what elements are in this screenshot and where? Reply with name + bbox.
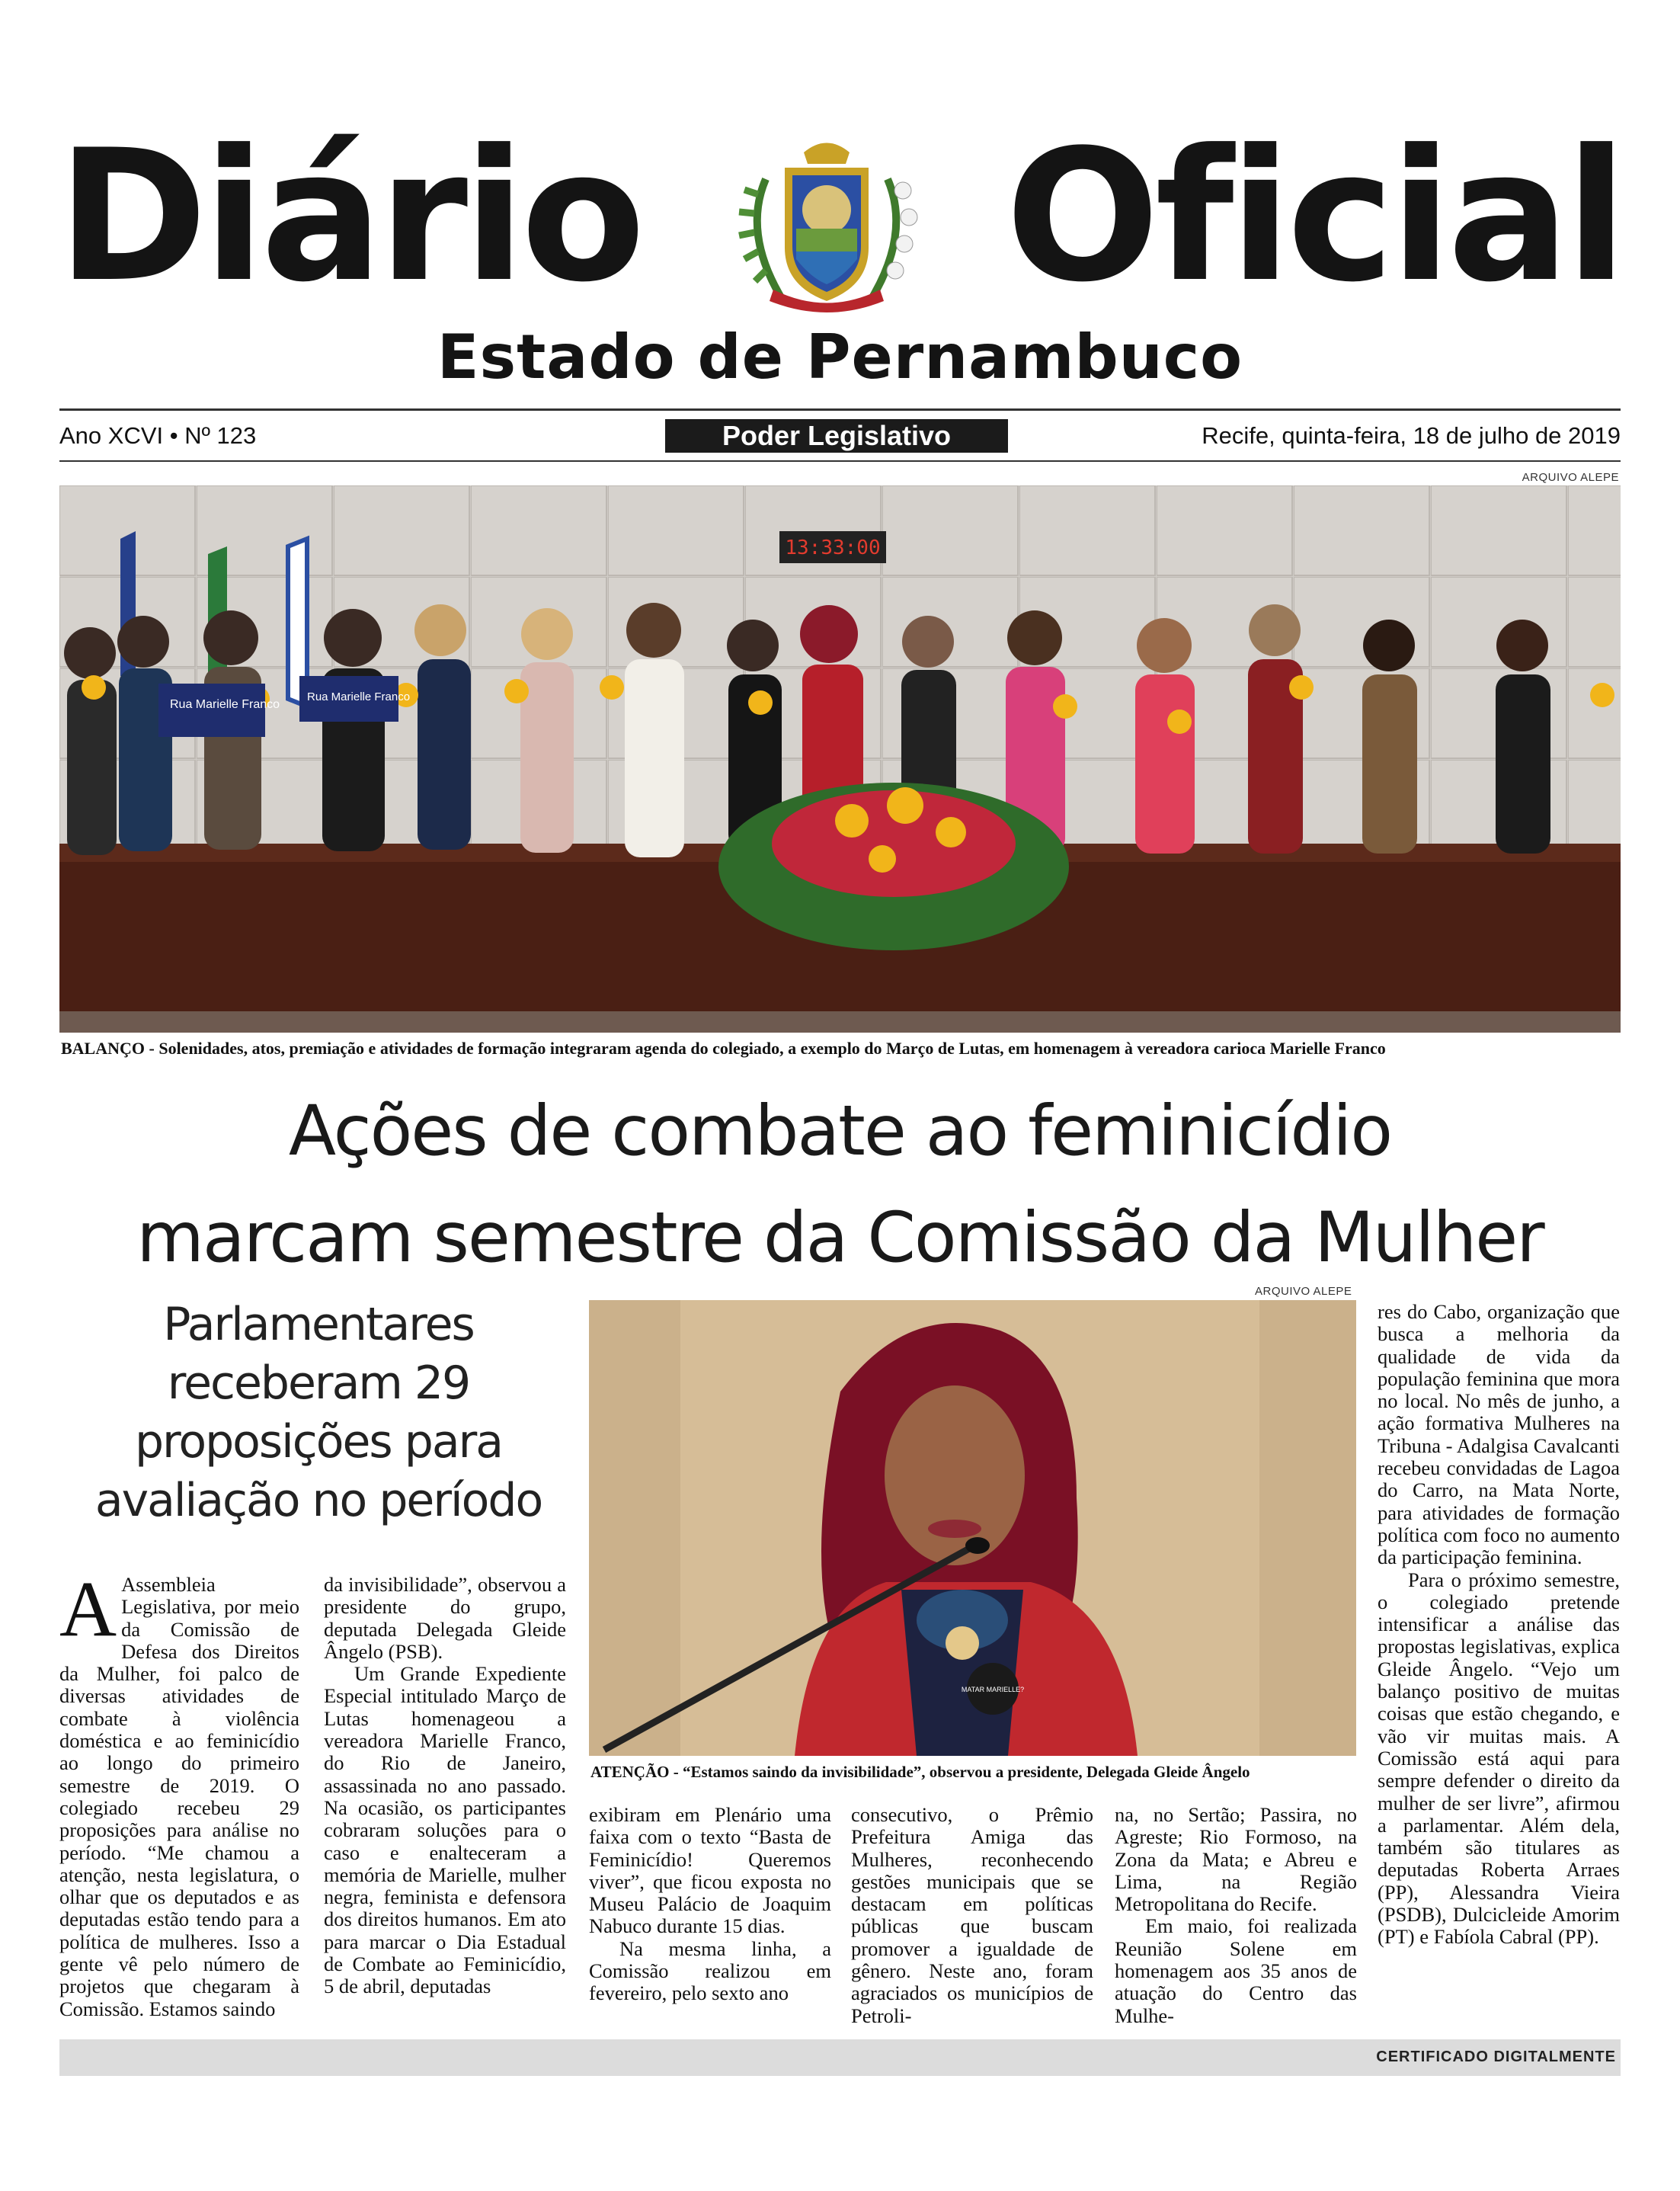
article-column-3 bbox=[589, 1804, 831, 2005]
article-column-4 bbox=[851, 1804, 1093, 2027]
badge-text: MATAR MARIELLE? bbox=[961, 1686, 1025, 1693]
main-photo-caption: BALANÇO - Solenidades, atos, premiação e atividades de formação integraram agenda do colegiado, a exemplo do Março de Lutas, em homenagem à vereadora carioca Marielle Franco bbox=[61, 1039, 1386, 1058]
bottom-rule bbox=[59, 460, 1621, 462]
column-6-paragraph-2: Para o próximo semestre, o colegiado pretende intensificar a análise das propostas legislativas, explica Gleide Ângelo. “Vejo um balanço positivo de muitas coisas que estão chegando, e vão vir muitas mais. A Comissão está aqui para sempre defender o direito da mulher de ser livre”, afirmou a parlamentar. Além dela, também são titulares as deputadas Roberta Arraes (PP), Alessandra Vieira (PSDB), Dulcicleide Amorim (PT) e Fabíola Cabral (PP). bbox=[1378, 1568, 1620, 1949]
section-label: Poder Legislativo bbox=[665, 419, 1008, 453]
column-1-text: Assembleia Legislativa, por meio da Comissão de Defesa dos Direitos da Mulher, foi palco de diversas atividades de combate à violência doméstica e ao feminicídio ao longo do primeiro semestre de 2019. O colegiado recebeu 29 proposições para análise no período. “Me chamou a atenção, nesta legislatura, o olhar que os deputados e as deputadas estão tendo para a política de mulheres. Isso a gente vê pelo número de projetos que chegaram à Comissão. Estamos saindo bbox=[59, 1573, 299, 2020]
article-column-5 bbox=[1115, 1804, 1357, 2027]
second-photo-caption: ATENÇÃO - “Estamos saindo da invisibilidade”, observou a presidente, Delegada Gleide Ângelo bbox=[590, 1763, 1250, 1781]
coat-of-arms-icon bbox=[712, 133, 941, 316]
second-photo bbox=[589, 1300, 1356, 1756]
info-bar bbox=[59, 419, 1621, 453]
subheadline: Parlamentares receberam 29 proposições para avaliação no período bbox=[94, 1298, 542, 1527]
top-rule bbox=[59, 408, 1621, 411]
masthead-title-right: Oficial bbox=[1005, 111, 1623, 322]
edition-number: Ano XCVI • Nº 123 bbox=[59, 422, 257, 449]
article-column-1 bbox=[59, 1565, 299, 2020]
masthead bbox=[57, 111, 1623, 322]
column-2-paragraph-1: da invisibilidade”, observou a presidente do grupo, deputada Delegada Gleide Ângelo (PSB). bbox=[324, 1573, 566, 1663]
speaker-photo-illustration bbox=[589, 1300, 1356, 1756]
article-column-6 bbox=[1378, 1301, 1620, 1949]
second-photo-credit: ARQUIVO ALEPE bbox=[1255, 1285, 1352, 1298]
column-2-paragraph-2: Um Grande Expediente Especial intitulado Março de Lutas homenageou a vereadora Marielle Franco, do Rio de Janeiro, assassinada no ano passado. Na ocasião, os participantes cobraram soluções para o caso e enalteceram a memória de Marielle, mulher negra, feminista e defensora dos direitos humanos. Em ato para marcar o Dia Estadual de Combate ao Feminicídio, 5 de abril, deputadas bbox=[324, 1662, 566, 1998]
column-6-paragraph-1: res do Cabo, organização que busca a melhoria da qualidade de vida da população feminina que mora no local. No mês de junho, a ação formativa Mulheres na Tribuna - Adalgisa Cavalcanti recebeu convidadas de Lagoa do Carro, na Mata Norte, para atividades de formação política com foco no aumento da participação feminina. bbox=[1378, 1300, 1620, 1569]
column-5-paragraph-2: Em maio, foi realizada Reunião Solene em homenagem aos 35 anos de atuação do Centro das Mulhe- bbox=[1115, 1914, 1357, 2027]
column-5-paragraph-1: na, no Sertão; Passira, no Agreste; Rio Formoso, na Zona da Mata; e Abreu e Lima, na Região Metropolitana do Recife. bbox=[1115, 1803, 1357, 1916]
column-3-paragraph-2: Na mesma linha, a Comissão realizou em fevereiro, pelo sexto ano bbox=[589, 1936, 831, 2005]
clock-display: 13:33:00 bbox=[785, 537, 881, 559]
column-4-paragraph-1: consecutivo, o Prêmio Prefeitura Amiga das Mulheres, reconhecendo gestões municipais que se destacam em políticas públicas que buscam promover a igualdade de gênero. Neste ano, foram agraciados os municípios de Petroli- bbox=[851, 1803, 1093, 2027]
digital-certification-label: CERTIFICADO DIGITALMENTE bbox=[1376, 2048, 1616, 2065]
sign-right-text: Rua Marielle Franco bbox=[307, 690, 411, 703]
sign-left-text: Rua Marielle Franco bbox=[170, 698, 280, 711]
headline-line-1: Ações de combate ao feminicídio bbox=[288, 1091, 1392, 1171]
photo-credit: ARQUIVO ALEPE bbox=[1522, 471, 1619, 484]
main-photo-illustration bbox=[59, 485, 1621, 1033]
main-photo bbox=[59, 485, 1621, 1033]
article-column-2 bbox=[324, 1574, 566, 1998]
issue-date: Recife, quinta-feira, 18 de julho de 2019 bbox=[1202, 422, 1621, 449]
masthead-title-left: Diário bbox=[57, 111, 642, 322]
drop-cap: A bbox=[59, 1565, 117, 1653]
column-3-paragraph-1: exibiram em Plenário uma faixa com o texto “Basta de Feminicídio! Queremos viver”, que ficou exposta no Museu Palácio de Joaquim Nabuco durante 15 dias. bbox=[589, 1803, 831, 1938]
headline-line-2: marcam semestre da Comissão da Mulher bbox=[136, 1198, 1544, 1278]
masthead-subtitle: Estado de Pernambuco bbox=[437, 322, 1243, 392]
